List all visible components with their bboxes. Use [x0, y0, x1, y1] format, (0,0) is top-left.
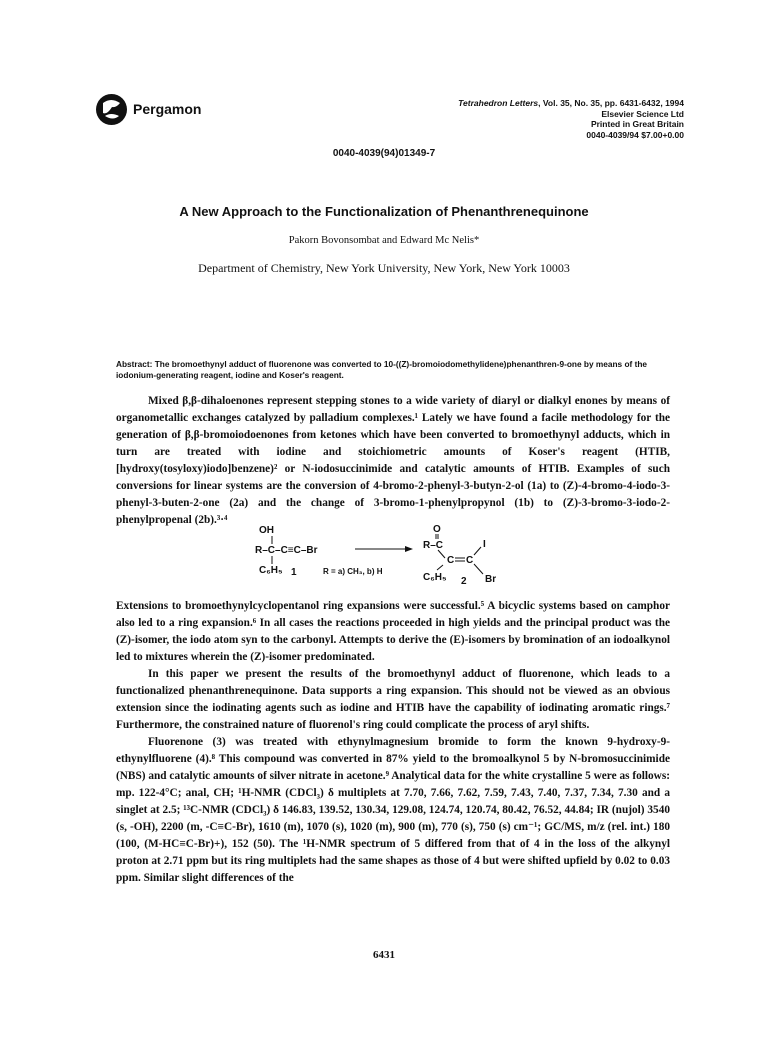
- publisher-logo: [95, 93, 128, 126]
- scheme-compound-2: 2: [461, 576, 467, 587]
- publisher-line: Elsevier Science Ltd: [601, 108, 684, 119]
- scheme-alkene-c2: C: [466, 555, 474, 566]
- paragraph-text: In this paper we present the results of the bromoethynyl adduct of fluorenone, which leads to a functionalized phenanthrenequinone. Data supports a ring expansion. This should not be viewed as an obvious extension since the iodinating agents such as iodine and HTIB have the capability of iodinating aromatic rings.⁷ Furthermore, the constrained nature of fluorenol's ring could complicate the process of aryl shifts.: [116, 668, 670, 731]
- printed-line: Printed in Great Britain: [590, 119, 684, 129]
- article-affiliation: Department of Chemistry, New York University, New York, New York 10003: [198, 261, 570, 275]
- scheme-oxygen: O: [433, 524, 441, 535]
- journal-info: [384, 98, 684, 140]
- paragraph-text: Mixed β,β-dihaloenones represent stepping stones to a wide variety of diaryl or dialkyl enones by means of organometallic exchanges catalyzed by palladium complexes.¹ Lately we have found a facile methodology for the generation of β,β-bromoiodoenones from ketones which have been converted to bromoethynyl adducts, which in turn are treated with iodine and stoichiometric amounts of Koser's reagent (HTIB, [hydroxy(tosyloxy)iodo]benzene)² or N-iodosuccinimide and catalytic amounts of HTIB. Examples of such conversions for linear systems are the conversion of 4-bromo-2-phenyl-3-butyn-2-ol (1a) to (Z)-4-bromo-4-iodo-3-phenyl-3-buten-2-one (2a) and the change of 3-bromo-1-phenylpropynol (1b) to (Z)-3-bromo-3-iodo-2-phenylpropenal (2b).³·⁴: [116, 395, 670, 526]
- article-authors: Pakorn Bovonsombat and Edward Mc Nelis*: [288, 235, 480, 246]
- scheme-reactant: R–C–C≡C–Br: [255, 545, 318, 556]
- scheme-oh: OH: [259, 525, 274, 536]
- abstract-label: Abstract:: [116, 359, 153, 369]
- paragraph-text: Fluorenone (3) was treated with ethynylmagnesium bromide to form the known 9-hydroxy-9-ethynylfluorene (4).⁸ This compound was converted in 87% yield to the bromoalkynol 5 by N-bromosuccinimide (NBS) and catalytic amounts of silver nitrate in acetone.⁹ Analytical data for the white crystalline 5 were as follows: mp. 122-4°C; anal, CH; ¹H-NMR (CDCl₃) δ multiplets at 7.70, 7.66, 7.62, 7.59, 7.43, 7.40, 7.37, 7.34, 7.30 and a singlet at 2.5; ¹³C-NMR (CDCl₃) δ 146.83, 139.52, 130.34, 129.08, 124.74, 120.74, 80.42, 76.52, 44.84; IR (nujol) 3540 (s, -OH), 2200 (m, -C≡C-Br), 1610 (m), 1070 (s), 1020 (m), 900 (m), 770 (s), 750 (s) cm⁻¹; GC/MS, m/z (rel. int.) 180 (100, (M-HC≡C-Br)+), 152 (50). The ¹H-NMR spectrum of 5 differed from that of 4 in the loss of the alkynyl proton at 2.71 ppm but its ring multiplets had the same shapes as those of 4 but were shifted upfield by 0.02 to 0.03 ppm. Similar slight differences of the: [116, 736, 670, 884]
- paragraph-text: Extensions to bromoethynylcyclopentanol ring expansions were successful.⁵ A bicyclic systems based on camphor also led to a ring expansion.⁶ In all cases the reactions proceeded in high yields and the principal product was the (Z)-isomer, the iodo atom syn to the carbonyl. Attempts to derive the (E)-isomers by bromination of an iodoalkynol led to mixtures wherein the (Z)-isomer predominated.: [116, 600, 670, 663]
- article-title: A New Approach to the Functionalization of Phenanthrenequinone: [179, 204, 589, 219]
- body-paragraph-1: [116, 393, 670, 529]
- journal-volume: , Vol. 35, No. 35, pp. 6431-6432, 1994: [538, 98, 684, 108]
- arrow-head: [405, 546, 413, 552]
- publisher-name: Pergamon: [133, 101, 202, 117]
- abstract: [116, 359, 670, 380]
- document-code: 0040-4039(94)01349-7: [332, 148, 436, 159]
- scheme-iodine: I: [483, 539, 486, 550]
- reaction-scheme: [255, 522, 585, 592]
- scheme-phenyl-right: C₆H₅: [423, 572, 447, 583]
- abstract-text: The bromoethynyl adduct of fluorenone was converted to 10-((Z)-bromoiodomethylidene)phenanthren-9-one by means of the iodonium-generating reagent, iodine and Koser's reagent.: [116, 359, 648, 380]
- scheme-acyl: R–C: [423, 540, 444, 551]
- scheme-conditions: R = a) CH₃, b) H: [323, 567, 383, 576]
- scheme-compound-1: 1: [291, 567, 297, 578]
- price-line: 0040-4039/94 $7.00+0.00: [586, 129, 684, 140]
- journal-citation: [384, 98, 684, 109]
- body-paragraph-2: [116, 598, 670, 887]
- scheme-phenyl-left: C₆H₅: [259, 565, 283, 576]
- page-number: 6431: [373, 949, 395, 961]
- scheme-alkene-c1: C: [447, 555, 455, 566]
- journal-name: Tetrahedron Letters: [458, 98, 539, 108]
- scheme-bromine: Br: [485, 574, 497, 585]
